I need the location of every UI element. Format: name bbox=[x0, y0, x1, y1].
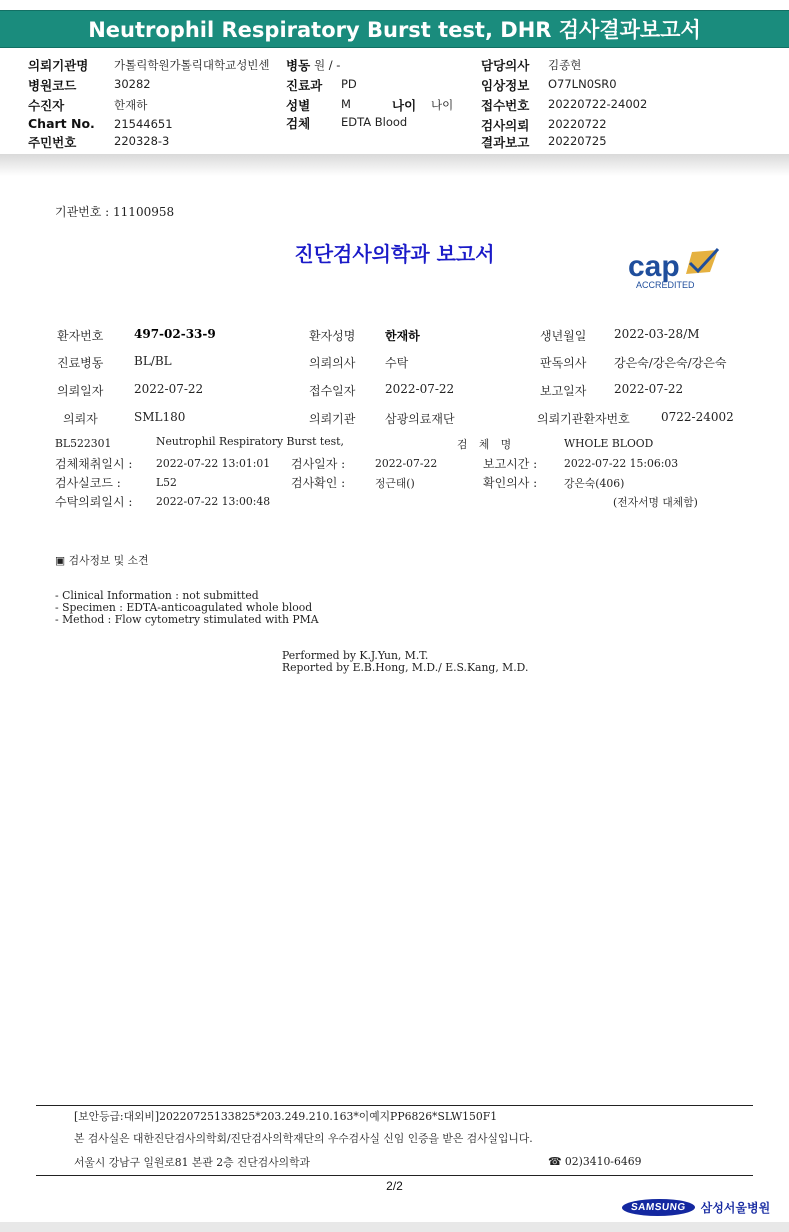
specimen-name-value: WHOLE BLOOD bbox=[564, 437, 654, 450]
page-bottom-edge bbox=[0, 1222, 789, 1232]
physician-value: 김종현 bbox=[548, 58, 582, 72]
samsung-brand: SAMSUNG bbox=[621, 1199, 695, 1216]
resident-no-label: 주민번호 bbox=[28, 135, 77, 150]
department-value: PD bbox=[341, 77, 357, 91]
cap-text-sub: ACCREDITED bbox=[636, 280, 695, 290]
report-title: 진단검사의학과 보고서 bbox=[294, 242, 495, 266]
test-date-label: 검사일자 : bbox=[291, 457, 346, 471]
ward-value: 원 / - bbox=[314, 58, 341, 72]
hospital-code-label: 병원코드 bbox=[28, 78, 77, 93]
specimen-label: 검체 bbox=[286, 116, 311, 131]
clinical-info-value: O77LN0SR0 bbox=[548, 77, 617, 91]
collect-label: 검체채취일시 : bbox=[55, 457, 133, 471]
inst-patient-no-label: 의뢰기관환자번호 bbox=[537, 412, 630, 426]
samsung-hospital-logo bbox=[622, 1196, 770, 1218]
footer-divider-bottom bbox=[36, 1175, 753, 1176]
consign-value: 2022-07-22 13:00:48 bbox=[156, 495, 271, 508]
receipt-date-label: 접수일자 bbox=[309, 384, 356, 398]
institution-value: 가톨릭학원가톨릭대학교성빈센 bbox=[114, 58, 270, 72]
request-date-value: 20220722 bbox=[548, 117, 607, 131]
reading-doctor-label: 판독의사 bbox=[540, 356, 587, 370]
signature-note: (전자서명 대체함) bbox=[613, 496, 698, 509]
receipt-no-label: 접수번호 bbox=[481, 98, 530, 113]
inst-patient-no-value: 0722-24002 bbox=[661, 410, 734, 424]
requesting-doctor-label: 의뢰의사 bbox=[309, 356, 356, 370]
request-date-label: 검사의뢰 bbox=[481, 118, 530, 133]
chart-no-label: Chart No. bbox=[28, 116, 95, 131]
result-report-value: 20220725 bbox=[548, 134, 607, 148]
birth-value: 2022-03-28/M bbox=[614, 327, 700, 341]
reported-by: Reported by E.B.Hong, M.D./ E.S.Kang, M.D. bbox=[282, 661, 529, 674]
sex-value: M bbox=[341, 97, 351, 111]
requesting-doctor-value: 수탁 bbox=[385, 356, 409, 370]
request-date-label-2: 의뢰일자 bbox=[57, 384, 104, 398]
resident-no-value: 220328-3 bbox=[114, 134, 170, 148]
age-value: 나이 bbox=[431, 98, 454, 112]
institution-label: 의뢰기관명 bbox=[28, 58, 89, 73]
birth-label: 생년월일 bbox=[540, 329, 587, 343]
findings-line: - Clinical Information : not submitted bbox=[55, 589, 259, 602]
ward-label-2: 진료병동 bbox=[57, 356, 104, 370]
requester-value: SML180 bbox=[134, 410, 186, 424]
department-label: 진료과 bbox=[286, 78, 323, 93]
report-date-label: 보고일자 bbox=[540, 384, 587, 398]
hospital-code-value: 30282 bbox=[114, 77, 151, 91]
examinee-value: 한재하 bbox=[114, 98, 148, 112]
requesting-inst-value: 삼광의료재단 bbox=[385, 412, 455, 426]
test-code: BL522301 bbox=[55, 437, 112, 450]
requester-label: 의뢰자 bbox=[63, 412, 98, 426]
result-report-label: 결과보고 bbox=[481, 135, 530, 150]
requesting-inst-label: 의뢰기관 bbox=[309, 412, 356, 426]
phone: ☎ 02)3410-6469 bbox=[548, 1155, 642, 1168]
cap-accredited-logo bbox=[626, 246, 730, 292]
lab-code-label: 검사실코드 : bbox=[55, 476, 121, 490]
reading-doctor-value: 강은숙/강은숙/강은숙 bbox=[614, 356, 727, 370]
test-date-value: 2022-07-22 bbox=[375, 457, 438, 470]
agency-number: 기관번호 : 11100958 bbox=[55, 205, 175, 219]
report-time-value: 2022-07-22 15:06:03 bbox=[564, 457, 679, 470]
patient-name-label: 환자성명 bbox=[309, 329, 356, 343]
examinee-label: 수진자 bbox=[28, 98, 65, 113]
security-line: [보안등급:대외비]20220725133825*203.249.210.163*이예지PP6826*SLW150F1 bbox=[74, 1110, 498, 1123]
header-divider bbox=[0, 154, 789, 176]
cap-text-main: cap bbox=[628, 250, 680, 283]
patient-name-value: 한재하 bbox=[385, 329, 420, 343]
age-label: 나이 bbox=[392, 98, 417, 113]
specimen-value: EDTA Blood bbox=[341, 115, 408, 129]
collect-value: 2022-07-22 13:01:01 bbox=[156, 457, 271, 470]
findings-line: - Method : Flow cytometry stimulated with PMA bbox=[55, 613, 319, 626]
test-name: Neutrophil Respiratory Burst test, bbox=[156, 435, 344, 448]
confirm-doctor-label: 확인의사 : bbox=[483, 476, 538, 490]
report-header-title: Neutrophil Respiratory Burst test, DHR 검사결과보고서 bbox=[0, 10, 789, 48]
address: 서울시 강남구 일원로81 본관 2층 진단검사의학과 bbox=[74, 1156, 310, 1169]
physician-label: 담당의사 bbox=[481, 58, 530, 73]
hospital-brand: 삼성서울병원 bbox=[700, 1200, 771, 1215]
findings-section-title: ▣ 검사정보 및 소견 bbox=[55, 554, 149, 567]
ward-label: 병동 bbox=[286, 58, 311, 73]
report-time-label: 보고시간 : bbox=[483, 457, 538, 471]
chart-no-value: 21544651 bbox=[114, 117, 173, 131]
sex-label: 성별 bbox=[286, 98, 311, 113]
patient-no-label: 환자번호 bbox=[57, 329, 104, 343]
receipt-no-value: 20220722-24002 bbox=[548, 97, 648, 111]
specimen-name-label: 검 체 명 bbox=[457, 438, 516, 451]
receipt-date-value: 2022-07-22 bbox=[385, 382, 455, 396]
confirm-doctor-value: 강은숙(406) bbox=[564, 477, 625, 490]
ward-value-2: BL/BL bbox=[134, 354, 172, 368]
page-number: 2/2 bbox=[386, 1179, 403, 1193]
certification-line: 본 검사실은 대한진단검사의학회/진단검사의학재단의 우수검사실 신임 인증을 받은 검사실입니다. bbox=[74, 1132, 533, 1145]
lab-code-value: L52 bbox=[156, 476, 177, 489]
clinical-info-label: 임상정보 bbox=[481, 78, 530, 93]
confirm-value: 정근태() bbox=[375, 477, 415, 490]
patient-no-value: 497-02-33-9 bbox=[134, 327, 216, 341]
report-date-value: 2022-07-22 bbox=[614, 382, 684, 396]
footer-divider-top bbox=[36, 1105, 753, 1106]
consign-label: 수탁의뢰일시 : bbox=[55, 495, 133, 509]
findings-line: - Specimen : EDTA-anticoagulated whole blood bbox=[55, 601, 313, 614]
performed-by: Performed by K.J.Yun, M.T. bbox=[282, 649, 429, 662]
request-date-value-2: 2022-07-22 bbox=[134, 382, 204, 396]
confirm-label: 검사확인 : bbox=[291, 476, 346, 490]
